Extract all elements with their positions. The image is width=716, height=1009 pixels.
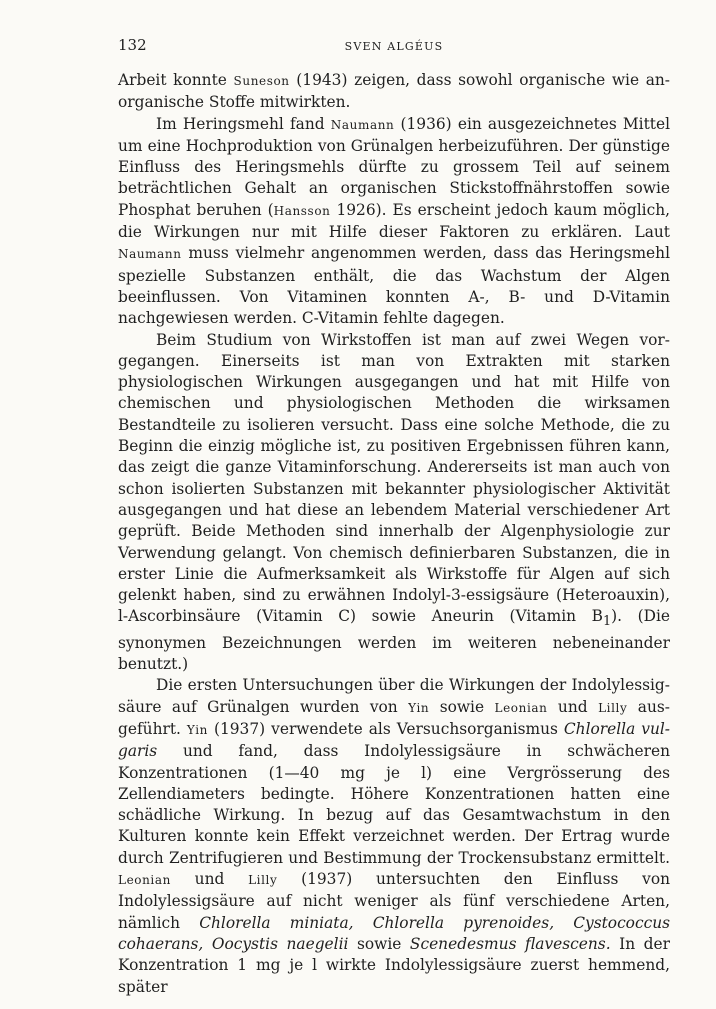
author-name: Naumann xyxy=(330,117,395,132)
text-run: Die ersten Untersuchungen über die Wirkungen der Indolylessigsäure auf Grünalgen wurden von xyxy=(118,676,670,716)
text-run: Beim Studium von Wirkstoffen ist man auf zwei Wegen vorgegangen. Einerseits ist man von Extrakten mit starken physiologischen Wirkungen ausgegangen und hat mit Hilfe von chemischen und physiologischen Methoden die wirksamen Bestandteile zu isolieren versucht. Dass eine solche Methode, die zu Beginn die einzig mögliche ist, zu positiven Ergebnissen führen kann, das zeigt die ganze Vitaminforschung. Andererseits ist man auch von schon isolierten Substanzen mit bekannter physiologischer Aktivität ausgegangen und hat diese an lebendem Material verschiedener Art geprüft. Beide Methoden sind innerhalb der Algenphysiologie zur Verwendung gelangt. Von chemisch definierbaren Substanzen, die in erster Linie die Aufmerksamkeit als Wirkstoffe für Algen auf sich gelenkt haben, sind zu erwähnen Indolyl-3-essigsäure (Heteroauxin), l-Ascorbinsäure (Vitamin C) sowie Aneurin (Vitamin B xyxy=(118,330,670,626)
author-name: Leonian xyxy=(494,700,548,715)
page-number: 132 xyxy=(118,36,147,54)
author-name: Suneson xyxy=(233,74,290,88)
author-name: Hansson xyxy=(273,203,331,218)
author-name: Naumann xyxy=(118,247,182,262)
text-run: muss vielmehr angenommen werden, dass das Heringsmehl spezielle Substanzen enthält, die das Wachstum der Algen beeinflussen. Von Vitaminen konnten A-, B- und D-Vitamin nachgewiesen werden. C-Vitamin fehlte dagegen. xyxy=(118,244,670,328)
text-run: (1937) untersuchten den Einfluss von Indolylessigsäure auf nicht weniger als fünf verschiedene Arten, nämlich xyxy=(118,870,670,932)
page-header xyxy=(118,30,670,60)
paragraph xyxy=(118,114,670,330)
paragraph xyxy=(118,70,670,114)
paragraph xyxy=(118,675,670,997)
author-name: Lilly xyxy=(598,700,628,715)
author-name: Yin xyxy=(186,722,208,737)
text-run: Im Heringsmehl fand xyxy=(156,114,331,133)
text-run: ). (Die synonymen Bezeichnungen werden im weiteren nebeneinander benutzt.) xyxy=(118,607,670,674)
text-run: (1936) ein ausgezeichnetes Mittel um eine Hochproduktion von Grünalgen herbeizuführen. Der günstige Einfluss des Heringsmehls dürfte zu grossem Teil auf seinem beträchtlichen Gehalt an organischen Stickstoffnährstoffen sowie Phosphat beruhen ( xyxy=(118,114,670,219)
text-run: (1943) zeigen, dass sowohl organische wie anorganische Stoffe mitwirkten. xyxy=(118,71,670,112)
body-text xyxy=(118,70,670,998)
text-run: und fand, dass Indolylessigsäure in schwächeren Konzentrationen (1—40 mg je l) eine Vergrösserung des Zellendiameters bedingte. Höhere Konzentrationen hatten eine schädliche Wirkung. In bezug auf das Gesamtwachstum in den Kulturen konnte kein Effekt verzeichnet werden. Der Ertrag wurde durch Zentrifugieren und Bestimmung der Trockensubstanz ermittelt. xyxy=(118,742,670,867)
text-run: 1 xyxy=(602,614,612,630)
species-name: Scenedesmus flavescens. xyxy=(409,934,611,953)
page xyxy=(118,30,670,998)
text-run: sowie xyxy=(429,697,495,716)
species-name: Chlorella miniata, Chlorella pyrenoides, Cystococcus cohaerans, Oocystis naegelii xyxy=(118,913,671,953)
species-name: Chlorella vulgaris xyxy=(118,719,670,761)
text-run: (1937) verwendete als Versuchsorganismus xyxy=(207,719,564,738)
running-title: SVEN ALGÉUS xyxy=(344,40,444,53)
paragraph xyxy=(118,330,670,676)
author-name: Lilly xyxy=(248,873,278,888)
text-run: Arbeit konnte xyxy=(118,71,234,89)
text-run: sowie xyxy=(348,934,410,953)
author-name: Yin xyxy=(408,700,430,715)
text-run: und xyxy=(170,870,249,889)
text-run: 1926). Es erscheint jedoch kaum möglich, die Wirkungen nur mit Hilfe dieser Faktoren zu erklären. Laut xyxy=(118,200,670,242)
text-run: ausgeführt. xyxy=(118,697,670,738)
text-run: und xyxy=(547,697,599,716)
text-run: In der Konzentration 1 mg je l wirkte Indolylessigsäure zuerst hemmend, später xyxy=(118,934,670,996)
author-name: Leonian xyxy=(118,873,171,888)
